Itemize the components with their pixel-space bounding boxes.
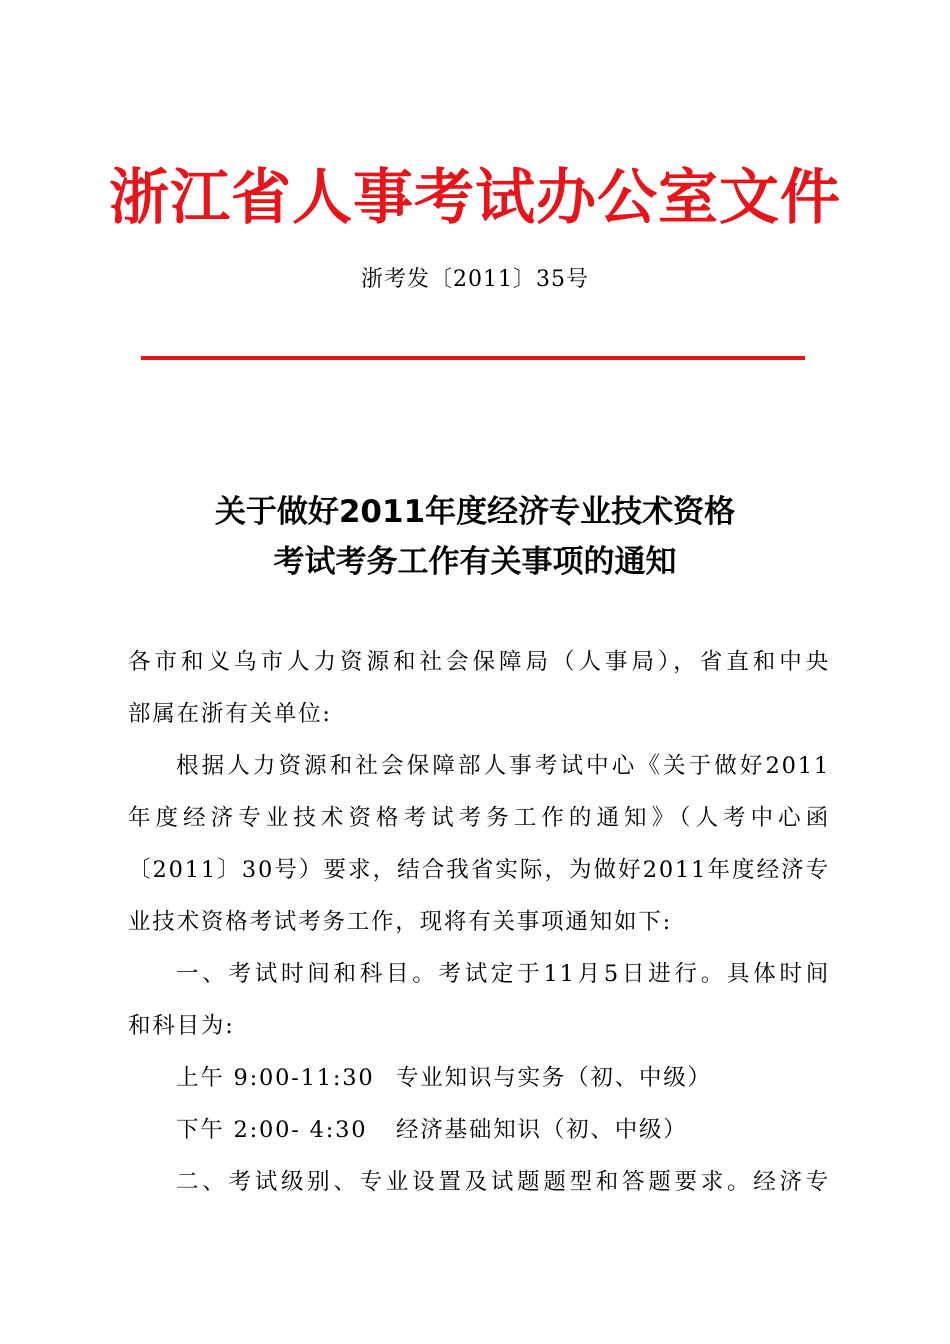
section-1-line-2: 和科目为: xyxy=(128,1013,235,1039)
schedule-time: 下午 2:00- 4:30 xyxy=(176,1117,368,1143)
section-1-line-1: 一、考试时间和科目。考试定于11月5日进行。具体时间 xyxy=(176,961,830,987)
schedule-row-afternoon xyxy=(176,1104,830,1156)
schedule-time: 上午 9:00-11:30 xyxy=(176,1065,375,1091)
schedule-subject: 专业知识与实务（初、中级） xyxy=(396,1065,712,1091)
paragraph-1-line-4: 业技术资格考试考务工作，现将有关事项通知如下: xyxy=(128,909,672,935)
schedule-subject: 经济基础知识（初、中级） xyxy=(396,1117,688,1143)
paragraph-1-line-1: 根据人力资源和社会保障部人事考试中心《关于做好2011 xyxy=(176,753,830,779)
red-divider-line xyxy=(141,356,805,360)
issuer-header: 浙江省人事考试办公室文件 xyxy=(109,163,841,233)
addressee-line-2: 部属在浙有关单位: xyxy=(128,701,332,727)
schedule-row-morning xyxy=(176,1052,830,1104)
section-2-line-1: 二、考试级别、专业设置及试题题型和答题要求。经济专 xyxy=(176,1169,830,1195)
document-number: 浙考发〔2011〕35号 xyxy=(361,267,589,292)
notice-title-line-2: 考试考务工作有关事项的通知 xyxy=(273,544,677,580)
paragraph-1-line-2: 年度经济专业技术资格考试考务工作的通知》（人考中心函 xyxy=(128,805,830,831)
paragraph-1-line-3: 〔2011〕30号）要求，结合我省实际，为做好2011年度经济专 xyxy=(128,857,830,883)
notice-title-line-1: 关于做好2011年度经济专业技术资格 xyxy=(214,494,736,530)
addressee-line-1: 各市和义乌市人力资源和社会保障局（人事局），省直和中央 xyxy=(128,649,830,675)
